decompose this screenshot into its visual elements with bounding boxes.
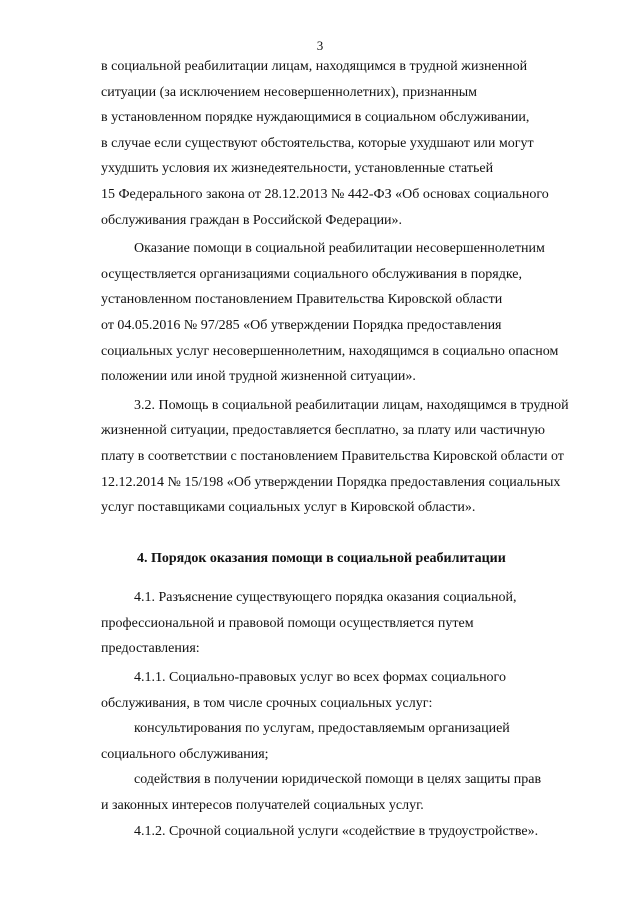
paragraph-4-1-1: 4.1.1. Социально-правовых услуг во всех формах социального обслуживания, в том числе срочных социальных услуг: (101, 670, 506, 711)
paragraph-continuation: в социальной реабилитации лицам, находящимся в трудной жизненной ситуации (за исключением несовершеннолетних), признанным в установленном порядке нуждающимися в социальном обслуживании, в случае если существуют обстоятельства, которые ухудшают или могут ухудшить условия их жизнедеятельности, установленные статьей 15 Федерального закона от 28.12.2013 № 442-ФЗ «Об основах социального обслуживания граждан в Российской Федерации». (101, 59, 549, 228)
document-body (101, 54, 587, 844)
page-number: 3 (316, 38, 324, 53)
paragraph-minors-rehabilitation: Оказание помощи в социальной реабилитации несовершеннолетним осуществляется организациями социального обслуживания в порядке, установленном постановлением Правительства Кировской области от 04.05.2016 № 97/285 «Об утверждении Порядка предоставления социальных услуг несовершеннолетним, находящимся в социально опасном положении или иной трудной жизненной ситуации». (101, 241, 559, 385)
paragraph-legal-assistance: содействия в получении юридической помощи в целях защиты прав и законных интересов получателей социальных услуг. (101, 772, 542, 814)
paragraph-4-1-2: 4.1.2. Срочной социальной услуги «содействие в трудоустройстве». (134, 823, 539, 839)
paragraph-consulting: консультирования по услугам, предоставляемым организацией социального обслуживания; (101, 721, 510, 762)
paragraph-3-2: 3.2. Помощь в социальной реабилитации лицам, находящимся в трудной жизненной ситуации, предоставляется бесплатно, за плату или частичную плату в соответствии с постановлением Правительства Кировской области от 12.12.2014 № 15/198 «Об утверждении Порядка предоставления социальных услуг поставщиками социальных услуг в Кировской области». (101, 397, 569, 516)
section-heading: 4. Порядок оказания помощи в социальной реабилитации (137, 550, 506, 566)
paragraph-4-1: 4.1. Разъяснение существующего порядка оказания социальной, профессиональной и правовой помощи осуществляется путем предоставления: (101, 590, 517, 657)
